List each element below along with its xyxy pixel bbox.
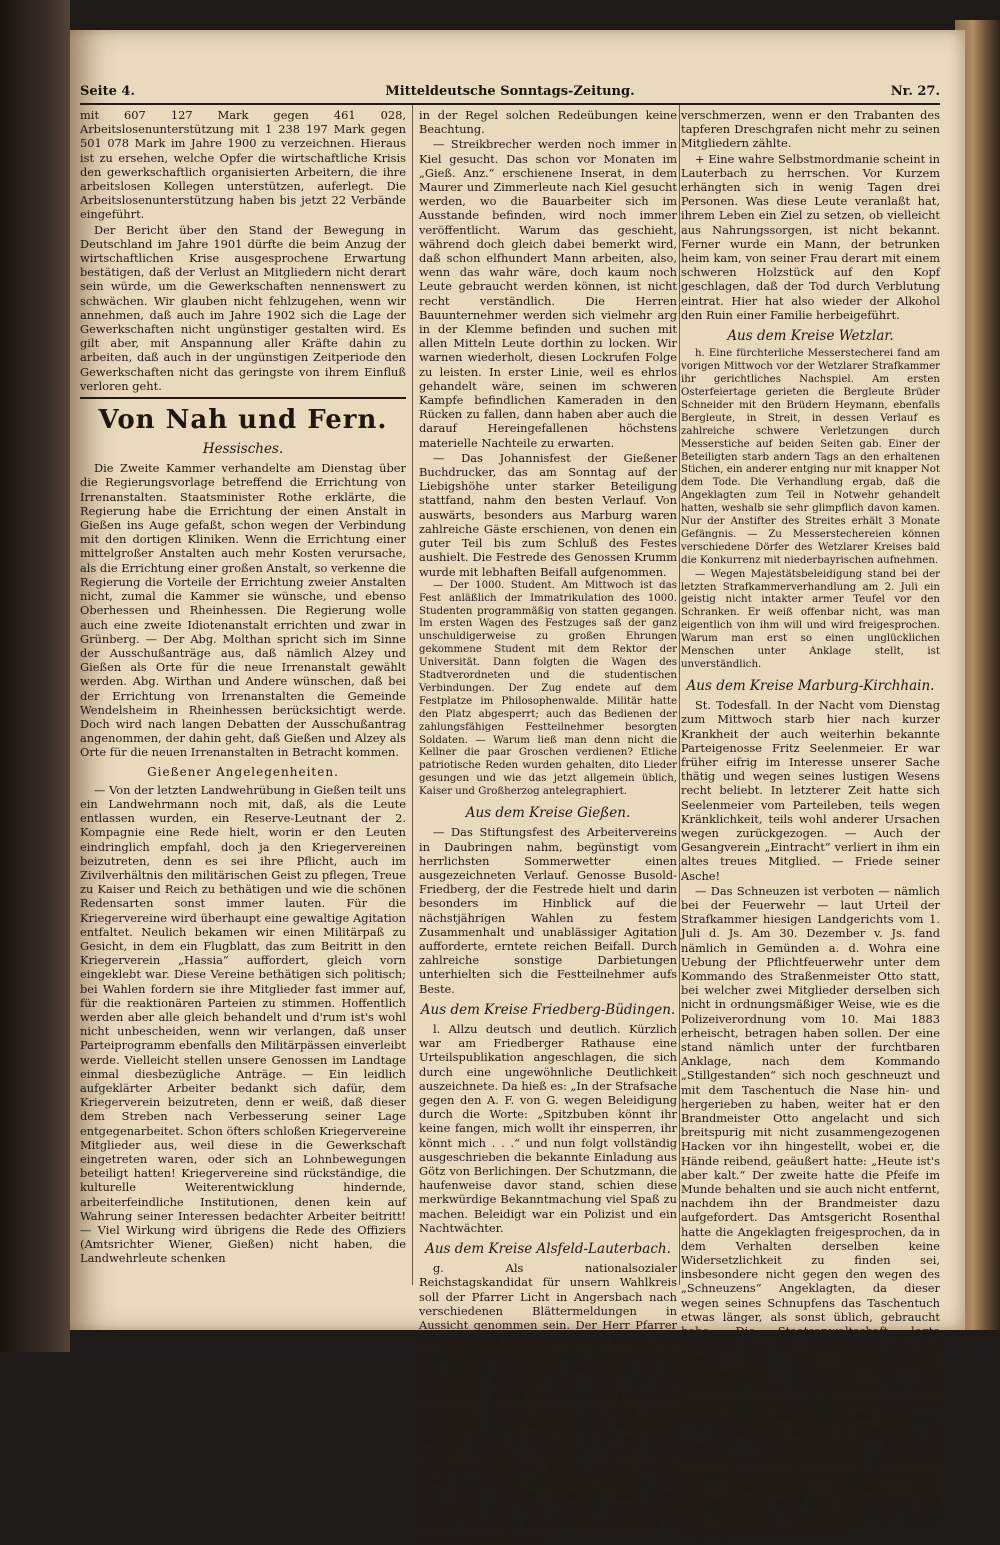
header-rule [80, 103, 940, 105]
page-number: Seite 4. [80, 84, 135, 99]
article-paragraph: l. Allzu deutsch und deutlich. Kürzlich war am Friedberger Rathause eine Urteilspublikation angeschlagen, die sich durch eine ungewöhnliche Deutlichkeit auszeichnete. Da hieß es: „In der Strafsache gegen den A. F. von G. wegen Beleidigung durch die Worte: „Spitzbuben könnt ihr keine fangen, mich wollt ihr einsperren, ihr könnt mich . . .“ und nun folgt vollständig ausgeschrieben die bekannte Einladung aus Götz von Berlichingen. Der Schutzmann, die haufenweise davor stand, schien diese merkwürdige Bekanntmachung viel Spaß zu machen. Beleidigt war ein Polizist und ein Nachtwächter. [419, 1021, 677, 1235]
article-paragraph: Der Bericht über den Stand der Bewegung in Deutschland im Jahre 1901 dürfte die beim Anzug der wirtschaftlichen Krise ausgesprochene Erwartung bestätigen, daß der Verlust an Mitgliedern nicht derart sein würde, um die Gewerkschaften nennenswert zu schwächen. Wir glauben nicht fehlzugehen, wenn wir annehmen, daß auch im Jahre 1902 sich die Lage der Gewerkschaften nicht ungünstiger gestalten wird. Es gilt aber, mit Anspannung aller Kräfte dahin zu arbeiten, daß auch in der ungünstigen Zeitperiode den Gewerkschaften nicht das geringste von ihrem Einfluß verloren geht. [80, 222, 406, 393]
article-paragraph: — Das Johannisfest der Gießener Buchdrucker, das am Sonntag auf der Liebigshöhe unter starker Beteiligung stattfand, nahm den besten Verlauf. Von auswärts, besonders aus Marburg waren zahlreiche Gäste erschienen, von denen ein guter Teil bis zum Schluß des Festes aushielt. Die Festrede des Genossen Krumm wurde mit lebhaften Beifall aufgenommen. [419, 450, 677, 579]
article-paragraph: — Elektrische Anlage in Kirchhain. In unserem Nachbarstädtchen Kirchhain finden Verhandlungen zwecks Einrichtung einer elektrischen Anlage zu Beleuchtungs- und gewerblichen Zwecken statt. Wahrscheinlich wird sich in nächster Zeit eine öffentliche Versammlung mit dieser Angelegenheit beschäftigen. [681, 1424, 940, 1538]
subsection-heading: Gießener Angelegenheiten. [147, 764, 339, 779]
article-paragraph: — Wegen Majestätsbeleidigung stand bei der letzten Strafkammerverhandlung am 2. Juli ein geistig nicht intakter armer Teufel vor den Schranken. Er weiß offenbar nicht, was man eigentlich von ihm will und wird freigesprochen. Warum man erst so einen unglücklichen Menschen unter Anklage stellt, ist unverständlich. [681, 568, 940, 670]
article-paragraph: h. Eine fürchterliche Messerstecherei fand am vorigen Mittwoch vor der Wetzlarer Strafkammer ihr gerichtliches Nachspiel. Am ersten Osterfeiertage gerieten die Bergleute Brüder Schneider mit den Brüdern Heymann, ebenfalls Bergleute, in Streit, in dessen Verlauf es zahlreiche schwere Verletzungen durch Messerstiche auf beiden Seiten gab. Einer der Beteiligten starb andern Tags an den erhaltenen Stichen, ein anderer entging nur mit knapper Not dem Tode. Die Verhandlung ergab, daß die Angeklagten zum Teil in Notwehr gehandelt hatten, weshalb sie sehr glimpflich davon kamen. Nur der Anstifter des Streites erhält 3 Monate Gefängnis. — Zu Messerstechereien können verschiedene Dörfer des Wetzlarer Kreises bald die Konkurrenz mit niederbayrischen aufnehmen. [681, 348, 940, 566]
article-paragraph: — Der 1000. Student. Am Mittwoch ist das Fest anläßlich der Immatrikulation des 1000. Studenten programmäßig von statten gegangen. Im ersten Wagen des Festzuges saß der ganz unschuldigerweise zu großen Ehrungen gekommene Student mit dem Rektor der Universität. Dann folgten die Wagen des Stadtverordneten und die studentischen Verbindungen. Der Zug endete auf dem Festplatze im Philosophenwalde. Militär hatte den Platz abgesperrt; auch das Bedienen der zahlungsfähigen Festteilnehmer besorgten Soldaten. — Warum ließ man denn nicht die Kellner die paar Groschen verdienen? Etliche patriotische Reden wurden gehalten, dito Lieder gesungen und wie das jetzt allgemein üblich, Kaiser und Großherzog antelegraphiert. [419, 579, 677, 798]
article-paragraph: — Von der letzten Landwehrübung in Gießen teilt uns ein Landwehrmann noch mit, daß, als die Leute entlassen wurden, ein Reserve-Leutnant der 2. Kompagnie eine Rede hielt, worin er den Leuten eindringlich empfahl, doch ja den Kriegervereinen beizutreten, denn es sei ihre Pflicht, auch im Zivilverhältnis den militärischen Geist zu pflegen, Treue zu Kaiser und Reich zu bethätigen und wie die schönen Redensarten sonst immer lauten. Für die Kriegervereine wird überhaupt eine gewaltige Agitation entfaltet. Neulich bekamen wir einen Militärpaß zu Gesicht, in dem ein Flugblatt, das zum Beitritt in den Kriegerverein „Hassia“ auffordert, gleich vorn eingeklebt war. Diese Vereine bethätigen sich politisch; bei Wahlen fordern sie ihre Mitglieder fast immer auf, für die reaktionären Parteien zu stimmen. Hoffentlich werden aber alle gleich behandelt und d'rum ist's wohl nicht unbescheiden, wenn wir verlangen, daß unser Parteiprogramm ebenfalls den Militärpässen einverleibt werde. Vielleicht stellen unsere Genossen im Landtage einmal diesbezügliche Anträge. — Ein leidlich aufgeklärter Arbeiter bedankt sich dafür, dem Kriegerverein beizutreten, denn er weiß, daß dieser dem Streben nach Verbesserung seiner Lage entgegenarbeitet. Schon öfters schloßen Kriegervereine Mitglieder aus, weil diese in die Gewerkschaft eingetreten waren, oder sich an Lohnbewegungen beteiligt hatten! Kriegervereine sind rückständige, die kulturelle Weiterentwicklung hindernde, arbeiterfeindliche Institutionen, denen kein auf Wahrung seiner Interessen bedachter Arbeiter beitritt! — Viel Wirkung wird übrigens die Rede des Offiziers (Amtsrichter Wiener, Gießen) nicht haben, die Landwehrleute schenken [80, 782, 407, 1266]
column-divider [412, 105, 413, 1285]
article-paragraph: Die Zweite Kammer verhandelte am Dienstag über die Regierungsvorlage betreffend die Errichtung von Irrenanstalten. Staatsminister Rothe erklärte, die Regierung habe die Errichtung der einen Anstalt in Gießen ins Auge gefaßt, schon wegen der Verbindung mit den dortigen Kliniken. Wenn die Errichtung einer mittelgroßer Anstalten auch mehr Kosten verursache, als die Errichtung einer großen Anstalt, so verkenne die Regierung die Vorteile der Errichtung zweier Anstalten nicht, zumal die Kammer sie wünsche, und ebenso Oberhessen und Rheinhessen. Die Regierung wolle auch eine zweite Idiotenanstalt errichten und zwar in Grünberg. — Der Abg. Molthan spricht sich im Sinne der Ausschußanträge aus, daß nämlich Alzey und Gießen als Orte für die neue Irrenanstalt gewählt werden. Abg. Wirthan und Andere wünschen, daß bei der Errichtung von Irrenanstalten die Gemeinde Wendelsheim in Rheinhessen berücksichtigt werde. Doch wird nach langen Debatten der Ausschußantrag angenommen, der dahin geht, daß Gießen und Alzey als Orte für die neuen Irrenanstalten in Betracht kommen. [80, 461, 406, 760]
subsection-heading: Hessisches. [202, 441, 284, 458]
article-paragraph: verschmerzen, wenn er den Trabanten des tapferen Dreschgrafen nicht mehr zu seinen Mitgliedern zählte. [681, 108, 940, 151]
column-3 [681, 108, 940, 1538]
article-paragraph: + Eine wahre Selbstmordmanie scheint in Lauterbach zu herrschen. Vor Kurzem erhängten sich in wenig Tagen drei Personen. Was diese Leute veranlaßt hat, ihrem Leben ein Ziel zu setzen, ob vielleicht aus Nahrungssorgen, ist nicht bekannt. Ferner wurde ein Mann, der betrunken heim kam, von seiner Frau derart mit einem schweren Holzstück auf den Kopf geschlagen, daß der Tod durch Verblutung eintrat. Hier hat also wieder der Alkohol den Ruin einer Familie herbeigeführt. [681, 151, 940, 322]
article-paragraph: — Streikbrecher werden noch immer in Kiel gesucht. Das schon vor Monaten im „Gieß. Anz.“ erschienene Inserat, in dem Maurer und Zimmerleute nach Kiel gesucht werden, wo die Bauarbeiter sich im Ausstande befinden, wird noch immer veröffentlicht. Warum das geschieht, während doch gleich dabei bemerkt wird, daß schon elfhundert Mann arbeiten, also, wenn das wahr wäre, doch kaum noch Leute gebraucht werden können, ist nicht recht verständlich. Die Herren Bauunternehmer werden sich vielmehr arg in der Klemme befinden und suchen mit allen Mitteln Leute dorthin zu locken. Wir warnen wiederholt, diesen Lockrufen Folge zu leisten. In erster Linie, weil es ehrlos gehandelt wäre, seinen im schweren Kampfe befindlichen Kameraden in den Rücken zu fallen, dann haben aber auch die darauf Hereingefallenen höchstens materielle Nachteile zu erwarten. [419, 137, 677, 450]
article-paragraph: — Das Schneuzen ist verboten — nämlich bei der Feuerwehr — laut Urteil der Strafkammer hiesigen Landgerichts vom 1. Juli d. Js. Am 30. Dezember v. Js. fand nämlich in Gemünden a. d. Wohra eine Uebung der Pflichtfeuerwehr unter dem Kommando des Straßenmeister Otto statt, bei welcher zwei Mitglieder derselben sich nicht in ordnungsmäßiger Weise, wie es die Polizeiverordnung vom 10. Mai 1883 erheischt, betragen haben sollen. Der eine stand nämlich unter der furchtbaren Anklage, nach dem Kommando „Stillgestanden“ sich noch geschneuzt und mit dem Taschentuch die Nase hin- und hergerieben zu haben, weiter hat er den Brandmeister Otto angelacht und sich breitspurig mit nicht zusammengezogenen Hacken vor ihn hingestellt, wobei er, die Hände reibend, geäußert hatte: „Heute ist's aber kalt.“ Der zweite hatte die Pfeife im Munde behalten und sie auch nicht entfernt, nachdem ihn der Brandmeister dazu aufgefordert. Das Amtsgericht Rosenthal hatte die Angeklagten freigesprochen, da in dem Verhalten derselben keine Widersetzlichkeit zu finden sei, insbesondere nicht gegen den wegen des „Schneuzens“ Angeklagten, da dieser wegen seines Schnupfens das Taschentuch etwas länger, als sonst üblich, gebraucht habe. Die Staatsanwaltschaft legte Berufung bei kgl. Landgericht ein und dieses hob das erstinstanzliche, freisprechende Erkenntnis auf und verurteilte den unglücklichen — vom Schnupfen geplagten — Feuerwehrmann zu 15 Mk. und den anderen zu 5 Mk. Strafe. — [681, 883, 940, 1424]
section-rule [80, 397, 406, 399]
district-heading: Aus dem Kreise Friedberg-Büdingen. [420, 1001, 676, 1018]
issue-number: Nr. 27. [890, 84, 940, 99]
book-binding [0, 0, 70, 1352]
article-paragraph: mit 607 127 Mark gegen 461 028, Arbeitslosenunterstützung mit 1 238 197 Mark gegen 501 078 Mark im Jahre 1900 zu verzeichnen. Hieraus ist zu ersehen, welche Opfer die wirtschaftliche Krisis den gewerkschaftlich organisierten Arbeitern, die ihre arbeitslosen Kollegen unterstützen, auferlegt. Die Arbeitslosenunterstützung haben bis jetzt 22 Verbände eingeführt. [80, 108, 406, 222]
article-paragraph: g. Als nationalsozialer Reichstagskandidat für unsern Wahlkreis soll der Pfarrer Licht in Angersbach nach verschiedenen Blättermeldungen in Aussicht genommen sein. Der Herr Pfarrer ist ein großer Politiker vor dem Herrn; fast in jeder Versammlung, die in Lauterbach und seiner Umgegend stattfindet, ist er anwesend, beteiligt sich auch an der Diskussion, wenn immer es die Umstände gestatten. Dabei erregt er fast stets Heiterkeit. Sicher würde es ihm Vergnügen machen, wenn er das „M. d. R.“ auf seine Karte setzen könnte. Wir sind menschenfreundlich genug, Jedem seinen Spaß zu gönnen, wünschen deshalb, daß der Herr Pfarrer gewählt und dem Reichstag nun ein „Licht“ aufgesteckt werde. Dieser — nämlich der Reichstag — würde es gewiß auch [419, 1261, 677, 1545]
district-heading: Aus dem Kreise Alsfeld-Lauterbach. [425, 1241, 671, 1257]
district-heading: Aus dem Kreise Gießen. [465, 805, 631, 822]
section-heading: Von Nah und Fern. [98, 405, 388, 436]
column-2 [419, 108, 677, 1545]
page-header [80, 84, 940, 102]
article-paragraph: St. Todesfall. In der Nacht vom Dienstag zum Mittwoch starb hier nach kurzer Krankheit der auch weiterhin bekannte Parteigenosse Fritz Seelenmeier. Er war früher eifrig im Interesse unserer Sache thätig und wegen seines lustigen Wesens recht beliebt. In letzterer Zeit hatte sich Seelenmeier vom Parteileben, teils wegen Kränklichkeit, teils wohl anderer Ursachen wegen zurückgezogen. — Auch der Gesangverein „Eintracht“ verliert in ihm ein altes treues Mitglied. — Friede seiner Asche! [681, 698, 940, 883]
district-heading: Aus dem Kreise Wetzlar. [727, 328, 894, 345]
column-divider [679, 105, 680, 1285]
article-paragraph: in der Regel solchen Redeübungen keine Beachtung. [419, 108, 677, 137]
masthead-title: Mitteldeutsche Sonntags-Zeitung. [385, 84, 635, 99]
district-heading: Aus dem Kreise Marburg-Kirchhain. [686, 677, 935, 694]
column-1 [80, 108, 406, 1288]
article-paragraph: — Das Stiftungsfest des Arbeitervereins in Daubringen nahm, begünstigt vom herrlichsten Sommerwetter einen ausgezeichneten Verlauf. Genosse Busold-Friedberg, der die Festrede hielt und darin besonders im Hinblick auf die nächstjährigen Wahlen zu festem Zusammenhalt und unablässiger Agitation aufforderte, erntete reichen Beifall. Durch zahlreiche sonstige Darbietungen unterhielten sich die Festteilnehmer aufs Beste. [419, 825, 677, 996]
